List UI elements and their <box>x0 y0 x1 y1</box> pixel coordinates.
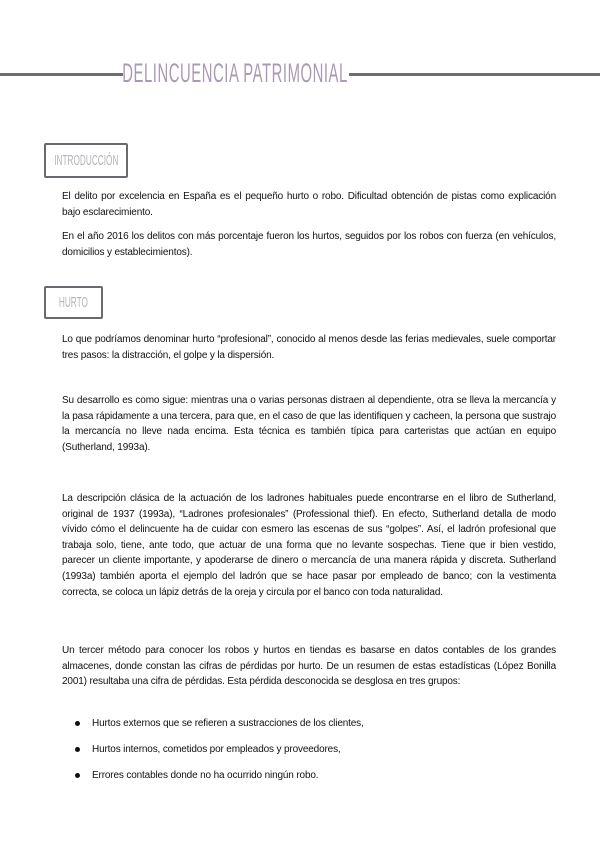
list-item-text: Errores contables donde no ha ocurrido ningún robo. <box>92 770 319 781</box>
page-title <box>122 57 348 88</box>
paragraph: En el año 2016 los delitos con más porcentaje fueron los hurtos, seguidos por los robos con fuerza (en vehículos, domicilios y establecimientos). <box>62 231 556 258</box>
title-rule-left <box>0 73 123 76</box>
list-item <box>62 742 364 768</box>
page-title-text: DELINCUENCIA PATRIMONIAL <box>122 57 348 88</box>
paragraph: Un tercer método para conocer los robos y hurtos en tiendas es basarse en datos contables de los grandes almacenes, donde constan las cifras de pérdidas por hurto. De un resumen de estas estadísticas (López Bonilla 2001) resultaba una cifra de pérdidas. Esta pérdida desconocida se desglosa en tres grupos: <box>62 645 556 688</box>
section-heading-text: HURTO <box>58 294 89 311</box>
paragraph: Lo que podríamos denominar hurto “profesional”, conocido al menos desde las ferias medievales, suele comportar tres pasos: la distracción, el golpe y la dispersión. <box>62 334 556 361</box>
list-item <box>62 768 364 794</box>
section-heading-introduccion <box>44 143 128 178</box>
bullet-list <box>62 716 364 794</box>
section-heading-hurto <box>44 286 103 319</box>
title-rule-right <box>349 73 600 76</box>
bullet-icon <box>75 773 80 778</box>
bullet-icon <box>75 747 80 752</box>
list-item-text: Hurtos externos que se refieren a sustracciones de los clientes, <box>92 718 364 729</box>
list-item <box>62 716 364 742</box>
section-heading-text: INTRODUCCIÓN <box>53 152 119 169</box>
paragraph: Su desarrollo es como sigue: mientras una o varias personas distraen al dependiente, otra se lleva la mercancía y la pasa rápidamente a una tercera, para que, en el caso de que las identifiquen y cacheen, la persona que sustrajo la mercancía no lleve nada encima. Esta técnica es también típica para carteristas que actúan en equipo (Sutherland, 1993a). <box>62 395 556 453</box>
list-item-text: Hurtos internos, cometidos por empleados y proveedores, <box>92 744 341 755</box>
bullet-icon <box>75 721 80 726</box>
paragraph: El delito por excelencia en España es el pequeño hurto o robo. Dificultad obtención de pistas como explicación bajo esclarecimiento. <box>62 191 556 218</box>
paragraph: La descripción clásica de la actuación de los ladrones habituales puede encontrarse en el libro de Sutherland, original de 1937 (1993a), “Ladrones profesionales” (Professional thief). En efecto, Sutherland detalla de modo vívido cómo el delincuente ha de cuidar con esmero las escenas de sus “golpes”. Así, el ladrón profesional que trabaja solo, tiene, ante todo, que actuar de una forma que no levante sospechas. Tiene que ir bien vestido, parecer un cliente importante, y apoderarse de dinero o mercancía de una manera rápida y discreta. Sutherland (1993a) también aporta el ejemplo del ladrón que se hace pasar por empleado de banco; con la vestimenta correcta, se coloca un lápiz detrás de la oreja y circula por el banco con toda naturalidad. <box>62 493 556 598</box>
